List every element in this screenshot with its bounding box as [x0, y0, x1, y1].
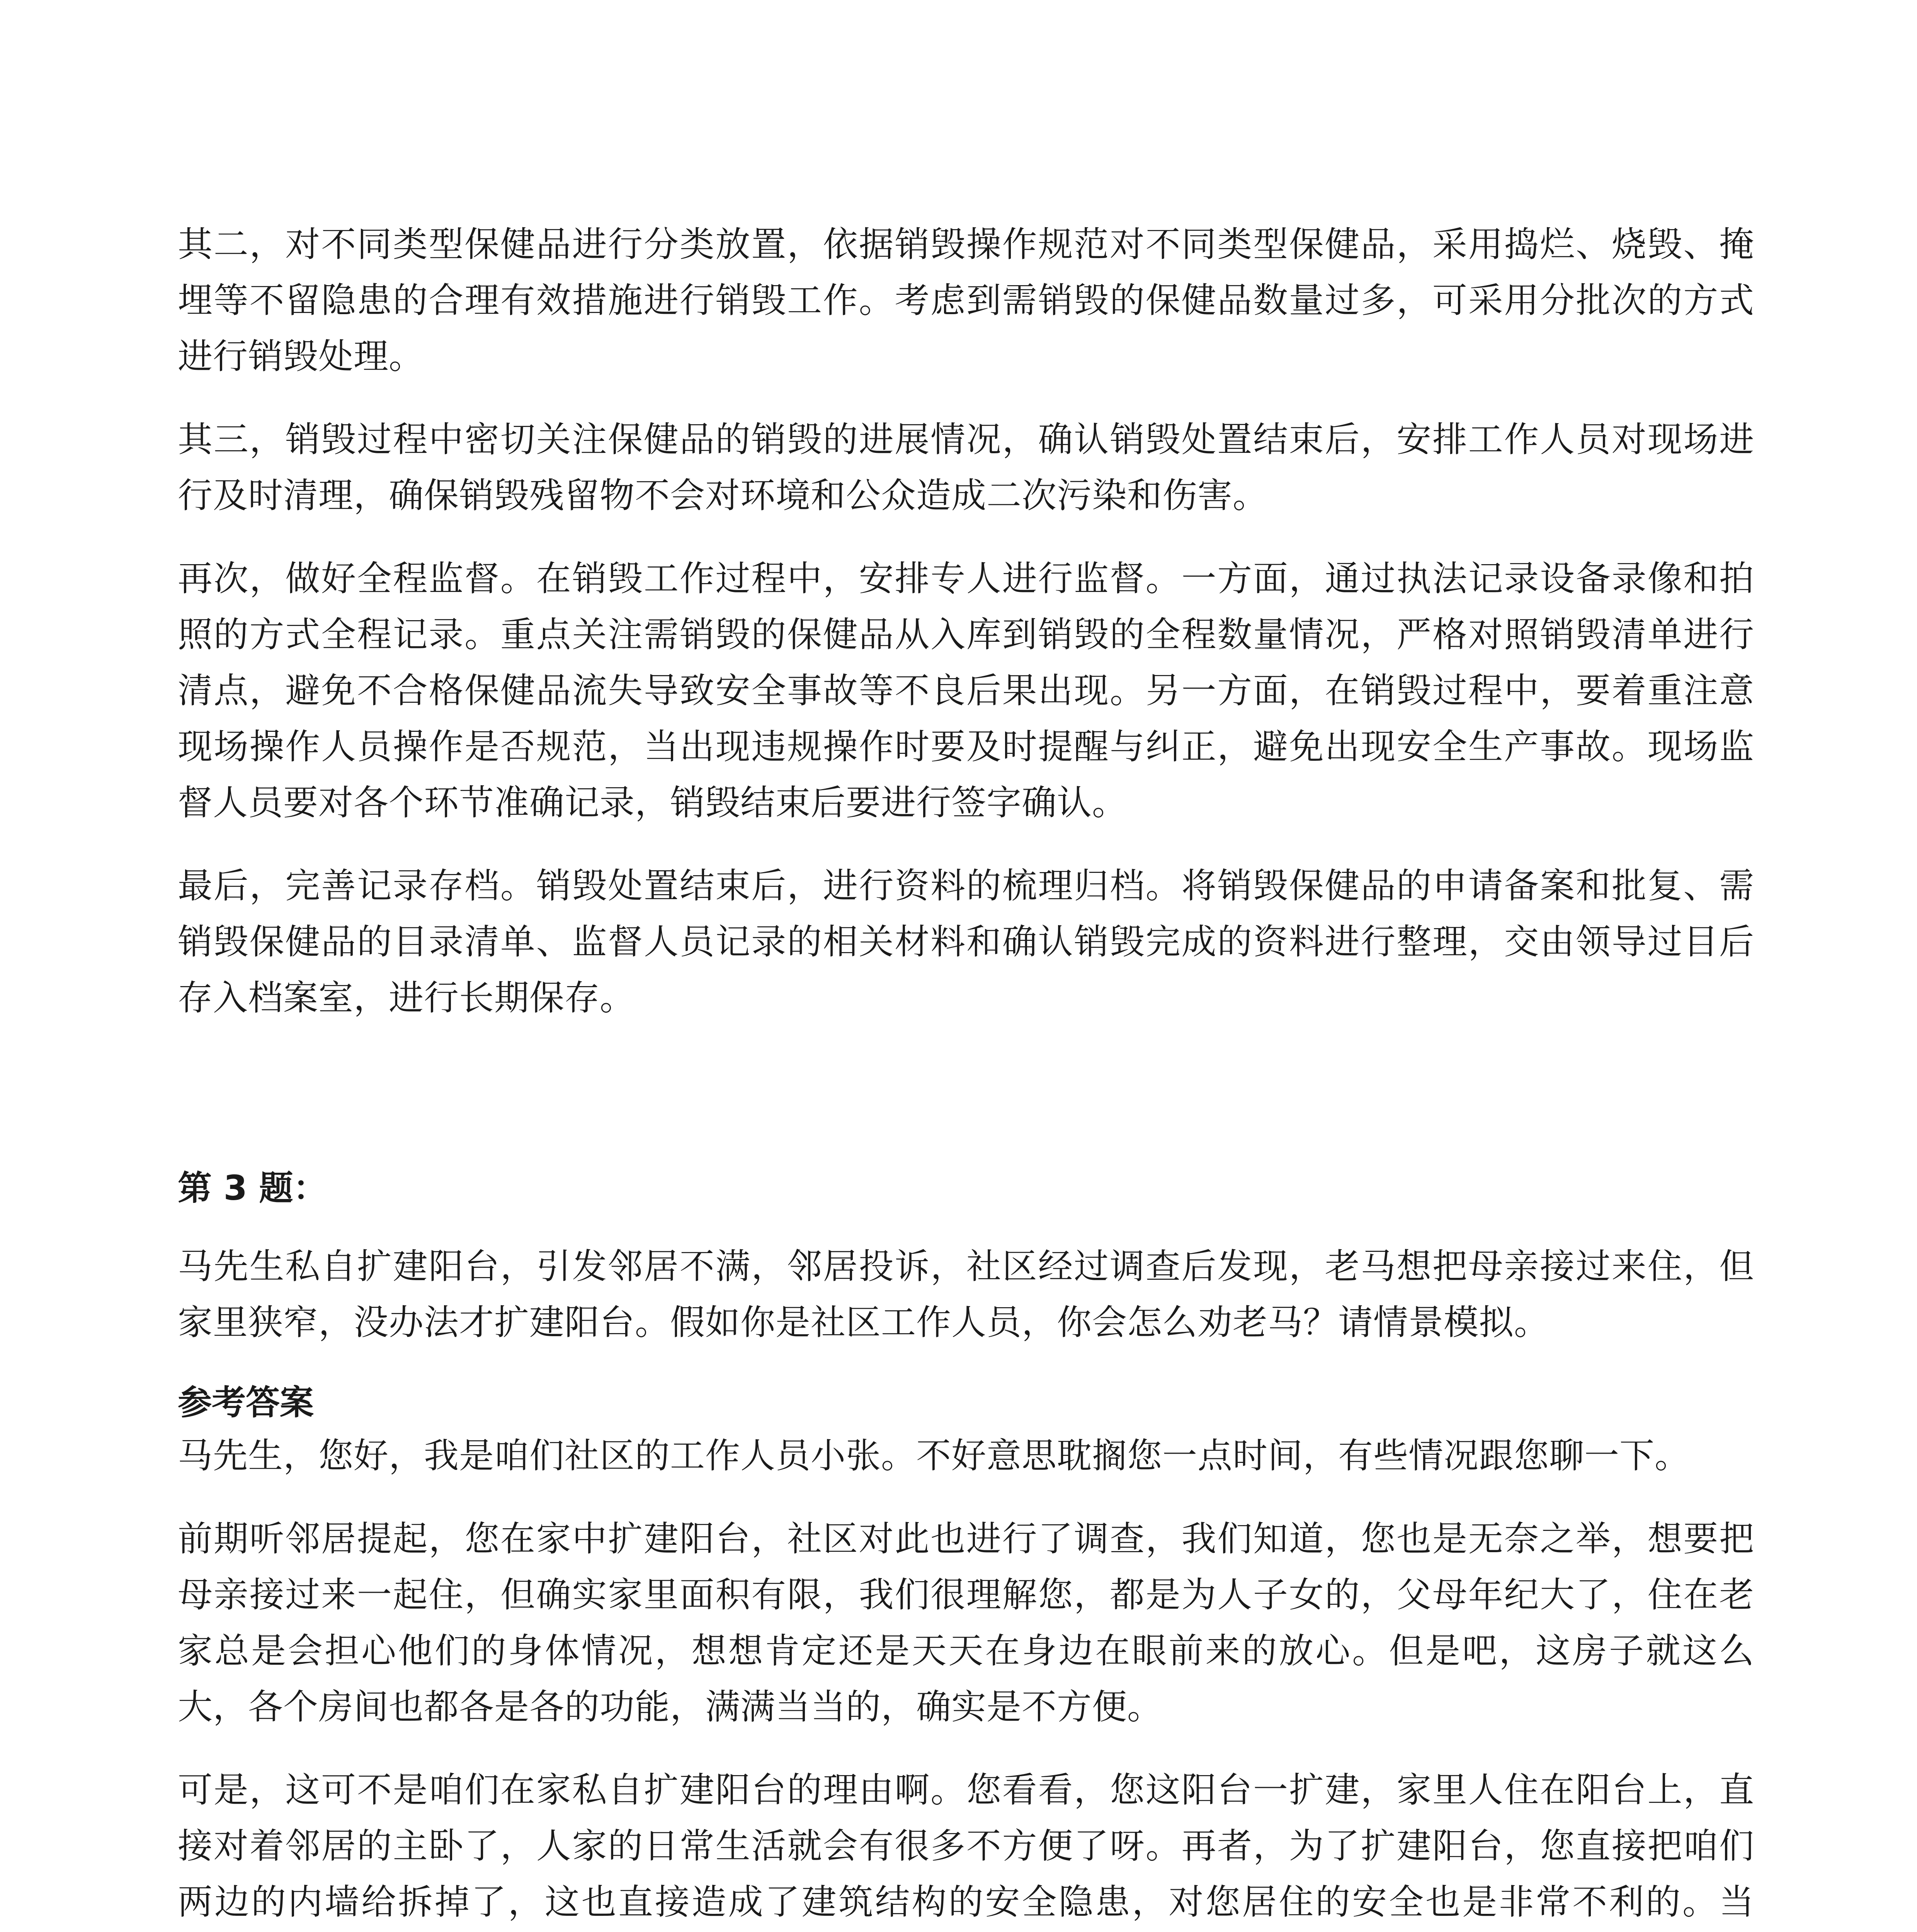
answer-paragraph: 马先生，您好，我是咱们社区的工作人员小张。不好意思耽搁您一点时间，有些情况跟您聊一下。 — [178, 1435, 1690, 1476]
spacer — [178, 1053, 1754, 1161]
paragraph: 再次，做好全程监督。在销毁工作过程中，安排专人进行监督。一方面，通过执法记录设备录像和拍照的方式全程记录。重点关注需销毁的保健品从入库到销毁的全程数量情况，严格对照销毁清单进行清点，避免不合格保健品流失导致安全事故等不良后果出现。另一方面，在销毁过程中，要着重注意现场操作人员操作是否规范，当出现违规操作时要及时提醒与纠正，避免出现安全生产事故。现场监督人员要对各个环节准确记录，销毁结束后要进行签字确认。 — [178, 558, 1754, 823]
question-label: 第 3 题： — [178, 1168, 327, 1208]
question-prompt: 马先生私自扩建阳台，引发邻居不满，邻居投诉，社区经过调查后发现，老马想把母亲接过来住，但家里狭窄，没办法才扩建阳台。假如你是社区工作人员，你会怎么劝老马？请情景模拟。 — [178, 1246, 1754, 1343]
answer-paragraph: 前期听邻居提起，您在家中扩建阳台，社区对此也进行了调查，我们知道，您也是无奈之举，想要把母亲接过来一起住，但确实家里面积有限，我们很理解您，都是为人子女的，父母年纪大了，住在老家总是会担心他们的身体情况，想想肯定还是天天在身边在眼前来的放心。但是吧，这房子就这么大，各个房间也都各是各的功能，满满当当的，确实是不方便。 — [178, 1519, 1754, 1727]
paragraph: 最后，完善记录存档。销毁处置结束后，进行资料的梳理归档。将销毁保健品的申请备案和批复、需销毁保健品的目录清单、监督人员记录的相关材料和确认销毁完成的资料进行整理，交由领导过目后存入档案室，进行长期保存。 — [178, 866, 1754, 1018]
answer-paragraph: 可是，这可不是咱们在家私自扩建阳台的理由啊。您看看，您这阳台一扩建，家里人住在阳台上，直接对着邻居的主卧了，人家的日常生活就会有很多不方便了呀。再者，为了扩建阳台，您直接把咱们两边的内墙给拆掉了，这也直接造成了建筑结构的安全隐患，对您居住的安全也是非常不利的。当 — [178, 1770, 1754, 1922]
paragraph: 其二，对不同类型保健品进行分类放置，依据销毁操作规范对不同类型保健品，采用捣烂、烧毁、掩埋等不留隐患的合理有效措施进行销毁工作。考虑到需销毁的保健品数量过多，可采用分批次的方式进行销毁处理。 — [178, 224, 1754, 377]
answer-label: 参考答案 — [178, 1383, 314, 1422]
paragraph: 其三，销毁过程中密切关注保健品的销毁的进展情况，确认销毁处置结束后，安排工作人员对现场进行及时清理，确保销毁残留物不会对环境和公众造成二次污染和伤害。 — [178, 419, 1754, 516]
page-content — [178, 216, 1754, 1932]
